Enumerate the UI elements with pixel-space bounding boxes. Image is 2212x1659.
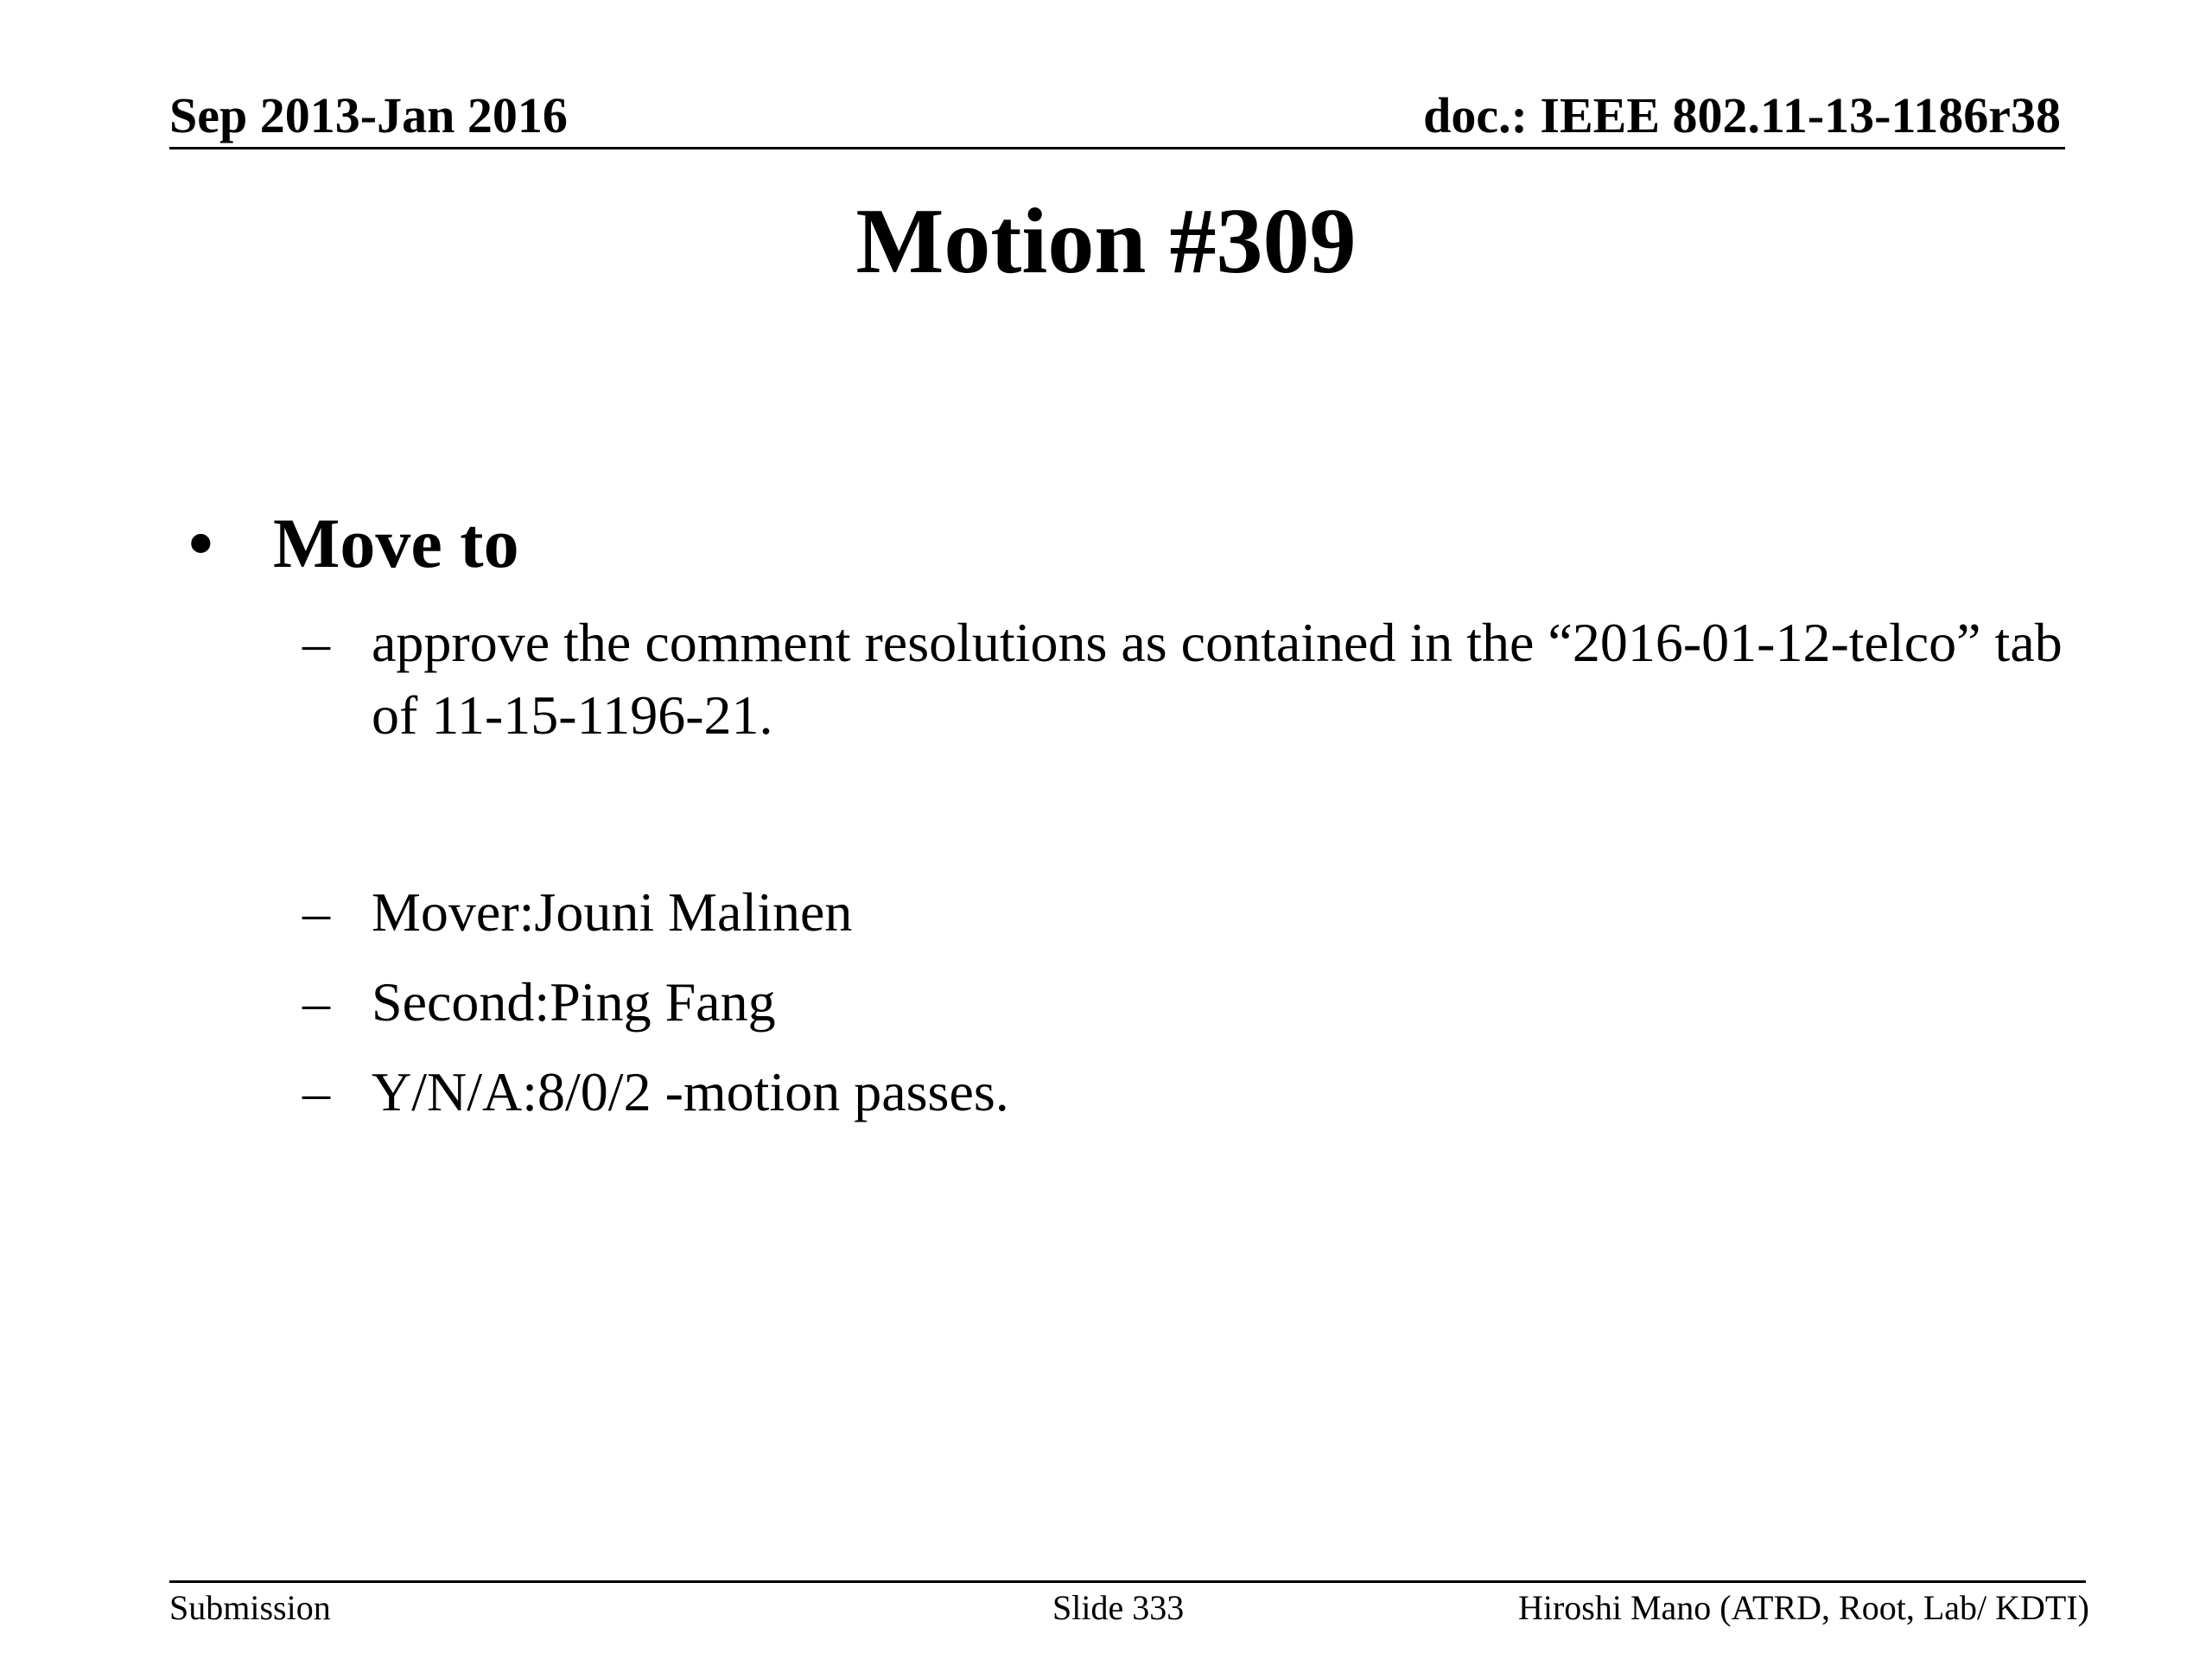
sub-item-text: Second:Ping Fang xyxy=(372,971,776,1033)
footer-slide-number: Slide 333 xyxy=(1052,1588,1185,1627)
bullet-dot-icon: • xyxy=(188,504,213,582)
footer-author: Hiroshi Mano (ATRD, Root, Lab/ KDTI) xyxy=(1517,1588,2089,1627)
sub-item-text: approve the comment resolutions as contained in the “2016-01-12-telco” tab of 11-15-1196-21. xyxy=(372,612,2063,746)
header-divider xyxy=(169,147,2065,149)
footer-submission: Submission xyxy=(169,1588,331,1627)
header-date-range: Sep 2013-Jan 2016 xyxy=(169,87,568,143)
slide-title: Motion #309 xyxy=(855,190,1357,293)
header-doc-id: doc.: IEEE 802.11-13-1186r38 xyxy=(1423,87,2061,143)
bullet-text: Move to xyxy=(273,504,519,582)
sub-item-text: Y/N/A:8/0/2 -motion passes. xyxy=(372,1061,1009,1122)
dash-icon: – xyxy=(302,881,330,943)
sub-item-text: Mover:Jouni Malinen xyxy=(372,881,853,943)
dash-icon: – xyxy=(302,612,330,673)
dash-icon: – xyxy=(302,1061,330,1122)
dash-icon: – xyxy=(302,971,330,1033)
footer-divider xyxy=(169,1580,2086,1583)
